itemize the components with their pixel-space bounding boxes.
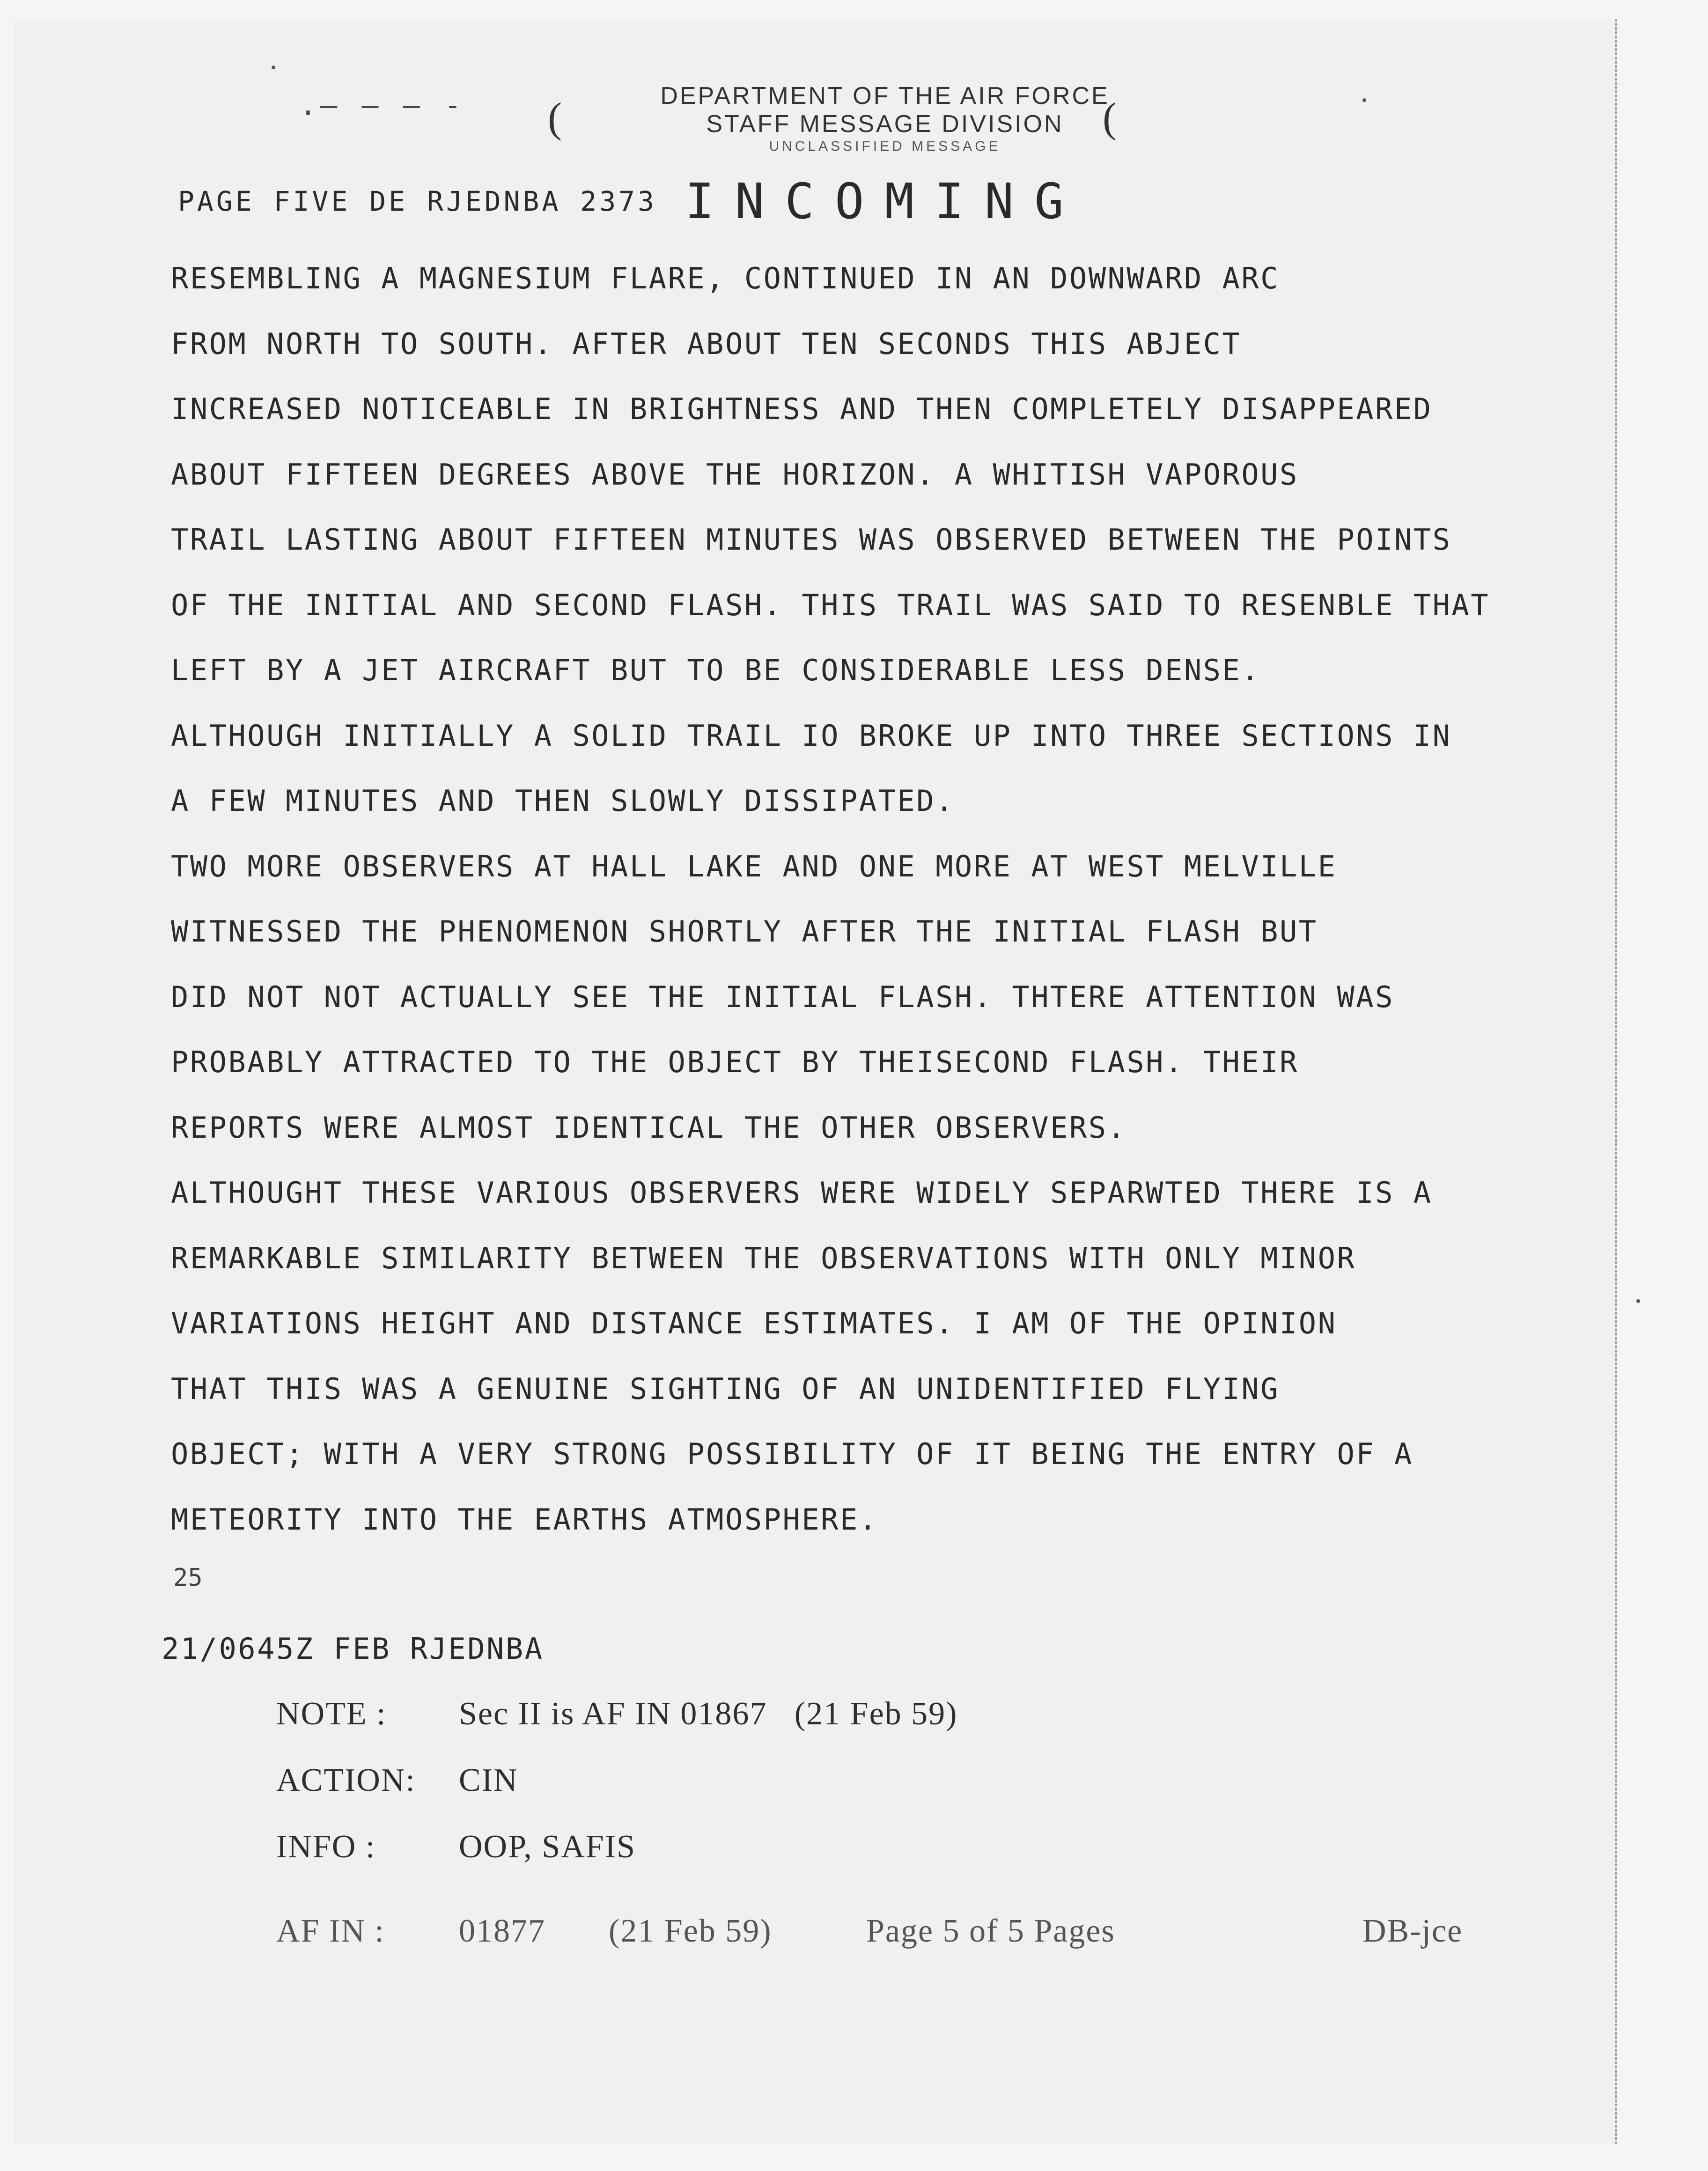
note-value: Sec II is AF IN 01867 (21 Feb 59) [459, 1696, 958, 1732]
margin-mark: .— — — - [300, 89, 465, 122]
body-line: OF THE INITIAL AND SECOND FLASH. THIS TRAIL WAS SAID TO RESENBLE THAT [171, 588, 1490, 622]
typist-initials: DB-jce [1362, 1913, 1463, 1949]
body-line: ABOUT FIFTEEN DEGREES ABOVE THE HORIZON. A WHITISH VAPOROUS [171, 457, 1299, 492]
end-mark: 25 [173, 1564, 203, 1592]
document-header [651, 82, 1119, 155]
body-line: WITNESSED THE PHENOMENON SHORTLY AFTER THE INITIAL FLASH BUT [171, 914, 1318, 949]
body-line: METEORITY INTO THE EARTHS ATMOSPHERE. [171, 1502, 878, 1537]
body-line: VARIATIONS HEIGHT AND DISTANCE ESTIMATES. I AM OF THE OPINION [171, 1306, 1337, 1340]
body-line: THAT THIS WAS A GENUINE SIGHTING OF AN UNIDENTIFIED FLYING [171, 1371, 1280, 1406]
message-body [171, 255, 1590, 1561]
date-time-group: 21/0645Z FEB RJEDNBA [162, 1632, 544, 1666]
incoming-label: INCOMING [685, 173, 1084, 230]
action-row [276, 1747, 957, 1814]
body-line: INCREASED NOTICEABLE IN BRIGHTNESS AND THEN COMPLETELY DISAPPEARED [171, 392, 1433, 426]
info-value: OOP, SAFIS [459, 1829, 636, 1865]
classification-label: UNCLASSIFIED MESSAGE [769, 139, 1001, 154]
body-line: REPORTS WERE ALMOST IDENTICAL THE OTHER OBSERVERS. [171, 1110, 1127, 1145]
body-line: ALTHOUGH INITIALLY A SOLID TRAIL IO BROKE UP INTO THREE SECTIONS IN [171, 718, 1452, 753]
page-reference: PAGE FIVE DE RJEDNBA 2373 [178, 185, 657, 217]
body-line: REMARKABLE SIMILARITY BETWEEN THE OBSERVATIONS WITH ONLY MINOR [171, 1241, 1356, 1275]
message-footer [276, 1913, 1540, 1950]
body-line: TWO MORE OBSERVERS AT HALL LAKE AND ONE MORE AT WEST MELVILLE [171, 849, 1337, 883]
footer-date: (21 Feb 59) [609, 1913, 772, 1949]
speck [272, 66, 275, 69]
af-in-label: AF IN : [276, 1913, 385, 1949]
action-value: CIN [459, 1762, 518, 1798]
left-bracket-mark: ( [548, 95, 562, 141]
body-line: PROBABLY ATTRACTED TO THE OBJECT BY THEISECOND FLASH. THEIR [171, 1045, 1299, 1079]
body-line: LEFT BY A JET AIRCRAFT BUT TO BE CONSIDERABLE LESS DENSE. [171, 653, 1261, 687]
routing-notes [276, 1681, 957, 1880]
division-title: STAFF MESSAGE DIVISION [706, 110, 1064, 138]
body-line: RESEMBLING A MAGNESIUM FLARE, CONTINUED IN AN DOWNWARD ARC [171, 261, 1280, 295]
info-row [276, 1814, 957, 1880]
department-title: DEPARTMENT OF THE AIR FORCE [660, 82, 1110, 110]
body-line: A FEW MINUTES AND THEN SLOWLY DISSIPATED. [171, 784, 955, 818]
info-label: INFO : [276, 1829, 376, 1865]
speck [1362, 98, 1366, 102]
speck [1636, 1299, 1640, 1303]
body-line: FROM NORTH TO SOUTH. AFTER ABOUT TEN SECONDS THIS ABJECT [171, 326, 1242, 361]
body-line: ALTHOUGHT THESE VARIOUS OBSERVERS WERE WIDELY SEPARWTED THERE IS A [171, 1176, 1433, 1210]
body-line: OBJECT; WITH A VERY STRONG POSSIBILITY OF IT BEING THE ENTRY OF A [171, 1437, 1414, 1471]
body-line: TRAIL LASTING ABOUT FIFTEEN MINUTES WAS OBSERVED BETWEEN THE POINTS [171, 523, 1452, 557]
note-label: NOTE : [276, 1696, 387, 1732]
note-row [276, 1681, 957, 1747]
body-line: DID NOT NOT ACTUALLY SEE THE INITIAL FLASH. THTERE ATTENTION WAS [171, 979, 1394, 1014]
action-label: ACTION: [276, 1762, 416, 1798]
af-in-number: 01877 [459, 1913, 545, 1949]
page-reference-line [178, 173, 1084, 230]
page-count: Page 5 of 5 Pages [866, 1913, 1115, 1949]
right-bracket-mark: ( [1103, 95, 1117, 141]
